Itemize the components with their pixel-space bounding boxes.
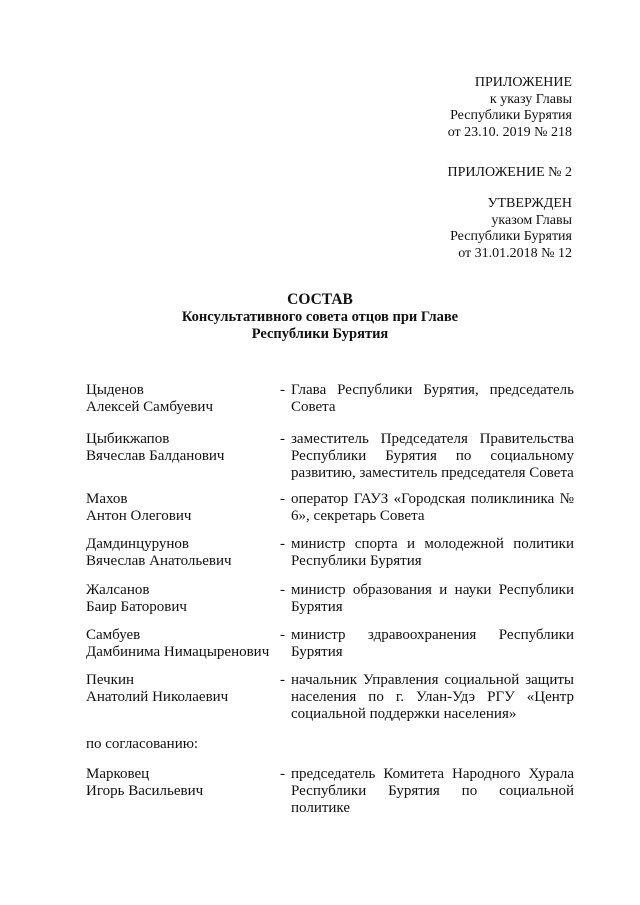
member-name xyxy=(86,582,276,616)
member-role: оператор ГАУЗ «Городская поликлиника № 6», секретарь Совета xyxy=(291,491,574,524)
member-surname: Махов xyxy=(86,491,128,507)
separator-dash: - xyxy=(280,672,285,688)
document-subtitle: Консультативного совета отцов при Главе xyxy=(181,309,459,325)
member-name xyxy=(86,672,276,706)
member-given-name: Алексей Самбуевич xyxy=(86,399,213,415)
member-surname: Цыбикжапов xyxy=(86,431,170,447)
member-name xyxy=(86,536,276,570)
agreement-note: по согласованию: xyxy=(86,736,199,752)
header-line: Республики Бурятия xyxy=(450,229,572,244)
separator-dash: - xyxy=(280,382,285,398)
separator-dash: - xyxy=(280,582,285,598)
appendix-2-header xyxy=(448,165,573,182)
member-surname: Марковец xyxy=(86,766,150,782)
member-surname: Печкин xyxy=(86,672,135,688)
member-role: министр здравоохранения Республики Бурятия xyxy=(291,627,574,660)
separator-dash: - xyxy=(280,627,285,643)
member-name xyxy=(86,431,276,465)
member-given-name: Вячеслав Анатольевич xyxy=(86,553,232,569)
member-name xyxy=(86,766,276,800)
separator-dash: - xyxy=(280,491,285,507)
member-role: министр образования и науки Республики Бурятия xyxy=(291,582,574,615)
header-line: ПРИЛОЖЕНИЕ № 2 xyxy=(447,165,572,180)
header-line: УТВЕРЖДЕН xyxy=(487,196,572,211)
header-line: к указу Главы xyxy=(489,91,572,107)
member-name xyxy=(86,382,276,416)
member-name xyxy=(86,491,276,525)
member-given-name: Анатолий Николаевич xyxy=(86,689,229,705)
separator-dash: - xyxy=(280,536,285,552)
header-line: ПРИЛОЖЕНИЕ xyxy=(474,75,572,90)
document-subtitle-line2: Республики Бурятия xyxy=(251,326,389,342)
member-surname: Самбуев xyxy=(86,627,141,643)
appendix-header xyxy=(448,75,572,141)
member-role: председатель Комитета Народного Хурала Республики Бурятия по социальной политике xyxy=(291,766,574,816)
member-name xyxy=(86,627,276,661)
separator-dash: - xyxy=(280,431,285,447)
member-role: заместитель Председателя Правительства Республики Бурятия по социальному развитию, заместитель председателя Совета xyxy=(291,431,574,481)
member-given-name: Антон Олегович xyxy=(86,508,192,524)
header-line: Республики Бурятия xyxy=(450,108,572,123)
member-surname: Дамдинцурунов xyxy=(86,536,190,552)
member-role: министр спорта и молодежной политики Республики Бурятия xyxy=(291,536,574,569)
member-given-name: Баир Баторович xyxy=(86,599,187,615)
header-line: от 23.10. 2019 № 218 xyxy=(447,124,572,140)
separator-dash: - xyxy=(280,766,285,782)
member-surname: Жалсанов xyxy=(86,582,150,598)
member-given-name: Вячеслав Балданович xyxy=(86,448,225,464)
header-line: от 31.01.2018 № 12 xyxy=(458,245,572,261)
document-title: СОСТАВ xyxy=(287,291,353,308)
member-given-name: Игорь Васильевич xyxy=(86,783,204,799)
approved-header xyxy=(450,196,572,262)
member-role: начальник Управления социальной защиты населения по г. Улан-Удэ РГУ «Центр социальной поддержки населения» xyxy=(291,672,574,722)
member-given-name: Дамбинима Нимацыренович xyxy=(86,644,270,660)
member-role: Глава Республики Бурятия, председатель Совета xyxy=(291,382,574,415)
header-line: указом Главы xyxy=(491,212,572,228)
member-surname: Цыденов xyxy=(86,382,144,398)
